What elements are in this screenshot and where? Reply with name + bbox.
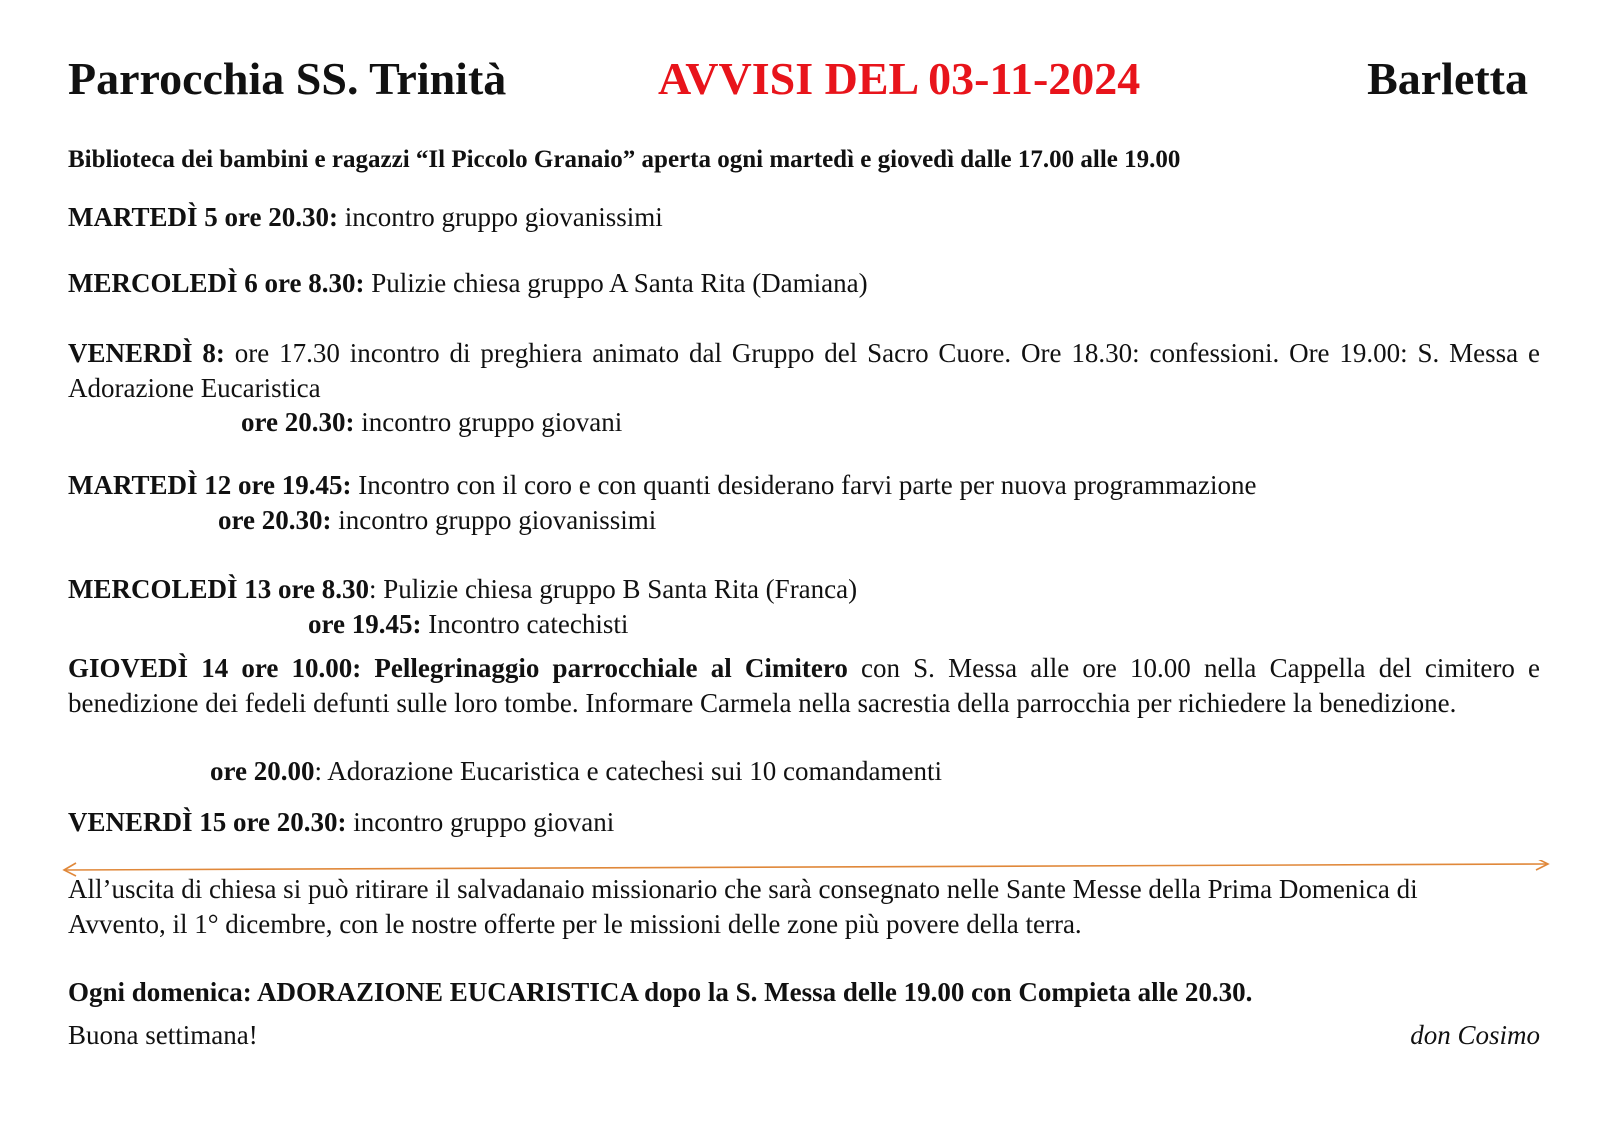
event-sub-label: ore 20.30: (218, 505, 332, 535)
event-label: MERCOLEDÌ 13 ore 8.30 (68, 574, 369, 604)
event-text: con S. Messa alle ore 10.00 nella Cappella del cimitero e benedizione dei fedeli defunti sulle loro tombe. Informare Carmela nella sacrestia della parrocchia per richiedere la benedizione. (68, 653, 1540, 718)
event-text: incontro gruppo giovani (346, 807, 615, 837)
event-item (68, 266, 868, 301)
signature: don Cosimo (1410, 1020, 1540, 1050)
event-item (68, 468, 1256, 503)
page-header (68, 52, 1528, 112)
event-label: MARTEDÌ 5 ore 20.30: (68, 202, 339, 232)
event-item (68, 200, 663, 235)
event-text: Incontro con il coro e con quanti desiderano farvi parte per nuova programmazione (351, 470, 1257, 500)
event-sub-text: Incontro catechisti (421, 609, 629, 639)
event-subitem (241, 405, 622, 440)
event-item (68, 805, 614, 840)
event-sub-label: ore 20.30: (241, 407, 355, 437)
page-title: AVVISI DEL 03-11-2024 (658, 53, 1141, 104)
event-text: : Pulizie chiesa gruppo B Santa Rita (Franca) (369, 574, 858, 604)
event-sub-text: incontro gruppo giovanissimi (331, 505, 657, 535)
event-sub-label: ore 20.00 (210, 756, 315, 786)
event-text: ore 17.30 incontro di preghiera animato dal Gruppo del Sacro Cuore. Ore 18.30: confessioni. Ore 19.00: S. Messa e Adorazione Eucaristica (68, 338, 1540, 403)
city-name: Barletta (1367, 53, 1528, 104)
event-label: VENERDÌ 8: (68, 338, 225, 368)
event-text: Pulizie chiesa gruppo A Santa Rita (Damiana) (364, 268, 868, 298)
sunday-note: Ogni domenica: ADORAZIONE EUCARISTICA dopo la S. Messa delle 19.00 con Compieta alle 20.30. (68, 977, 1253, 1007)
event-subitem (308, 607, 628, 642)
event-item (68, 651, 1540, 721)
closing-greeting: Buona settimana! (68, 1020, 258, 1050)
event-label: GIOVEDÌ 14 ore 10.00: Pellegrinaggio parrocchiale al Cimitero (68, 653, 848, 683)
event-label: VENERDÌ 15 ore 20.30: (68, 807, 347, 837)
event-subitem (210, 754, 942, 789)
event-sub-text: : Adorazione Eucaristica e catechesi sui 10 comandamenti (314, 756, 942, 786)
parish-name: Parrocchia SS. Trinità (68, 53, 507, 104)
event-label: MARTEDÌ 12 ore 19.45: (68, 470, 352, 500)
event-item (68, 336, 1540, 406)
event-sub-text: incontro gruppo giovani (354, 407, 623, 437)
event-sub-label: ore 19.45: (308, 609, 422, 639)
event-label: MERCOLEDÌ 6 ore 8.30: (68, 268, 365, 298)
event-subitem (218, 503, 656, 538)
library-notice: Biblioteca dei bambini e ragazzi “Il Piccolo Granaio” aperta ogni martedì e giovedì dalle 17.00 alle 19.00 (68, 146, 1181, 173)
event-text: incontro gruppo giovanissimi (338, 202, 663, 232)
mission-note: All’uscita di chiesa si può ritirare il salvadanaio missionario che sarà consegnato nelle Sante Messe della Prima Domenica di Avvento, il 1° dicembre, con le nostre offerte per le missioni delle zone più povere della terra. (68, 874, 1418, 939)
event-item (68, 572, 857, 607)
